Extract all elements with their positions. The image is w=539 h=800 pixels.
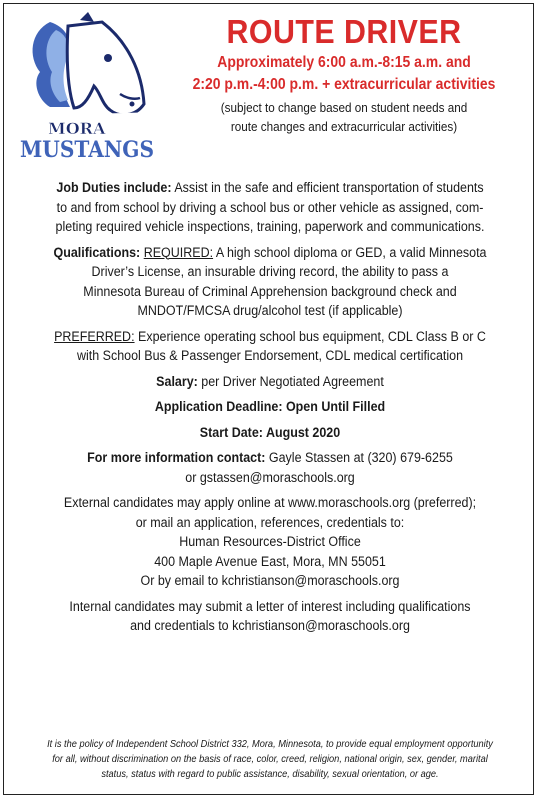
external-candidates: External candidates may apply online at www.moraschools.org (preferred); or mail an application, references, credentials to: Human Resources-District Office 400 Maple Avenue East, Mora, MN 55051 Or by email to kchristianson@moraschools.org xyxy=(63,495,477,589)
hours-note: (subject to change based on student needs and route changes and extracurricular activities) xyxy=(220,100,468,134)
logo-text-mustangs: MUSTANGS xyxy=(20,137,154,162)
application-deadline: Application Deadline: Open Until Filled xyxy=(154,399,386,415)
salary: Salary: per Driver Negotiated Agreement xyxy=(156,373,384,390)
work-hours: Approximately 6:00 a.m.-8:15 a.m. and 2:20 p.m.-4:00 p.m. + extracurricular activities xyxy=(192,54,496,93)
header xyxy=(4,4,535,174)
title-block xyxy=(154,12,534,136)
page-title: ROUTE DRIVER xyxy=(226,13,462,50)
job-duties: Job Duties include: Assist in the safe and efficient transportation of students to and from school by driving a school bus or other vehicle as assigned, com- pleting required vehicle inspections, training, paperwork and communications. xyxy=(55,180,485,235)
ad-frame xyxy=(3,3,534,795)
contact-email-link[interactable]: or gstassen@moraschools.org xyxy=(185,469,355,486)
contact-info: For more information contact: Gayle Stassen at (320) 679-6255 or gstassen@moraschools.org xyxy=(10,449,529,488)
qualifications: Qualifications: REQUIRED: A high school diploma or GED, a valid Minnesota Driver’s License, an insurable driving record, the ability to pass a Minnesota Bureau of Criminal Apprehension background check and MNDOT/FMCSA drug/alcohol test (if applicable) xyxy=(53,244,487,319)
eeo-policy: It is the policy of Independent School District 332, Mora, Minnesota, to provide equal employment opportunity for all, without discrimination on the basis of race, color, creed, religion, national origin, sex, gender, marital status, status with regard to public assistance, disability, sexual orientation, or age. xyxy=(47,738,493,780)
preferred-qualifications: PREFERRED: Experience operating school bus equipment, CDL Class B or C with School Bus & Passenger Endorsement, CDL medical certification xyxy=(54,328,486,364)
policy-footer xyxy=(10,737,529,782)
logo-text-mora: MORA xyxy=(48,119,106,138)
mustang-horse-head-icon xyxy=(10,12,162,162)
ad-body xyxy=(10,179,529,643)
start-date: Start Date: August 2020 xyxy=(199,424,341,441)
internal-candidates: Internal candidates may submit a letter of interest including qualifications and credentials to kchristianson@moraschools.org xyxy=(69,598,471,634)
